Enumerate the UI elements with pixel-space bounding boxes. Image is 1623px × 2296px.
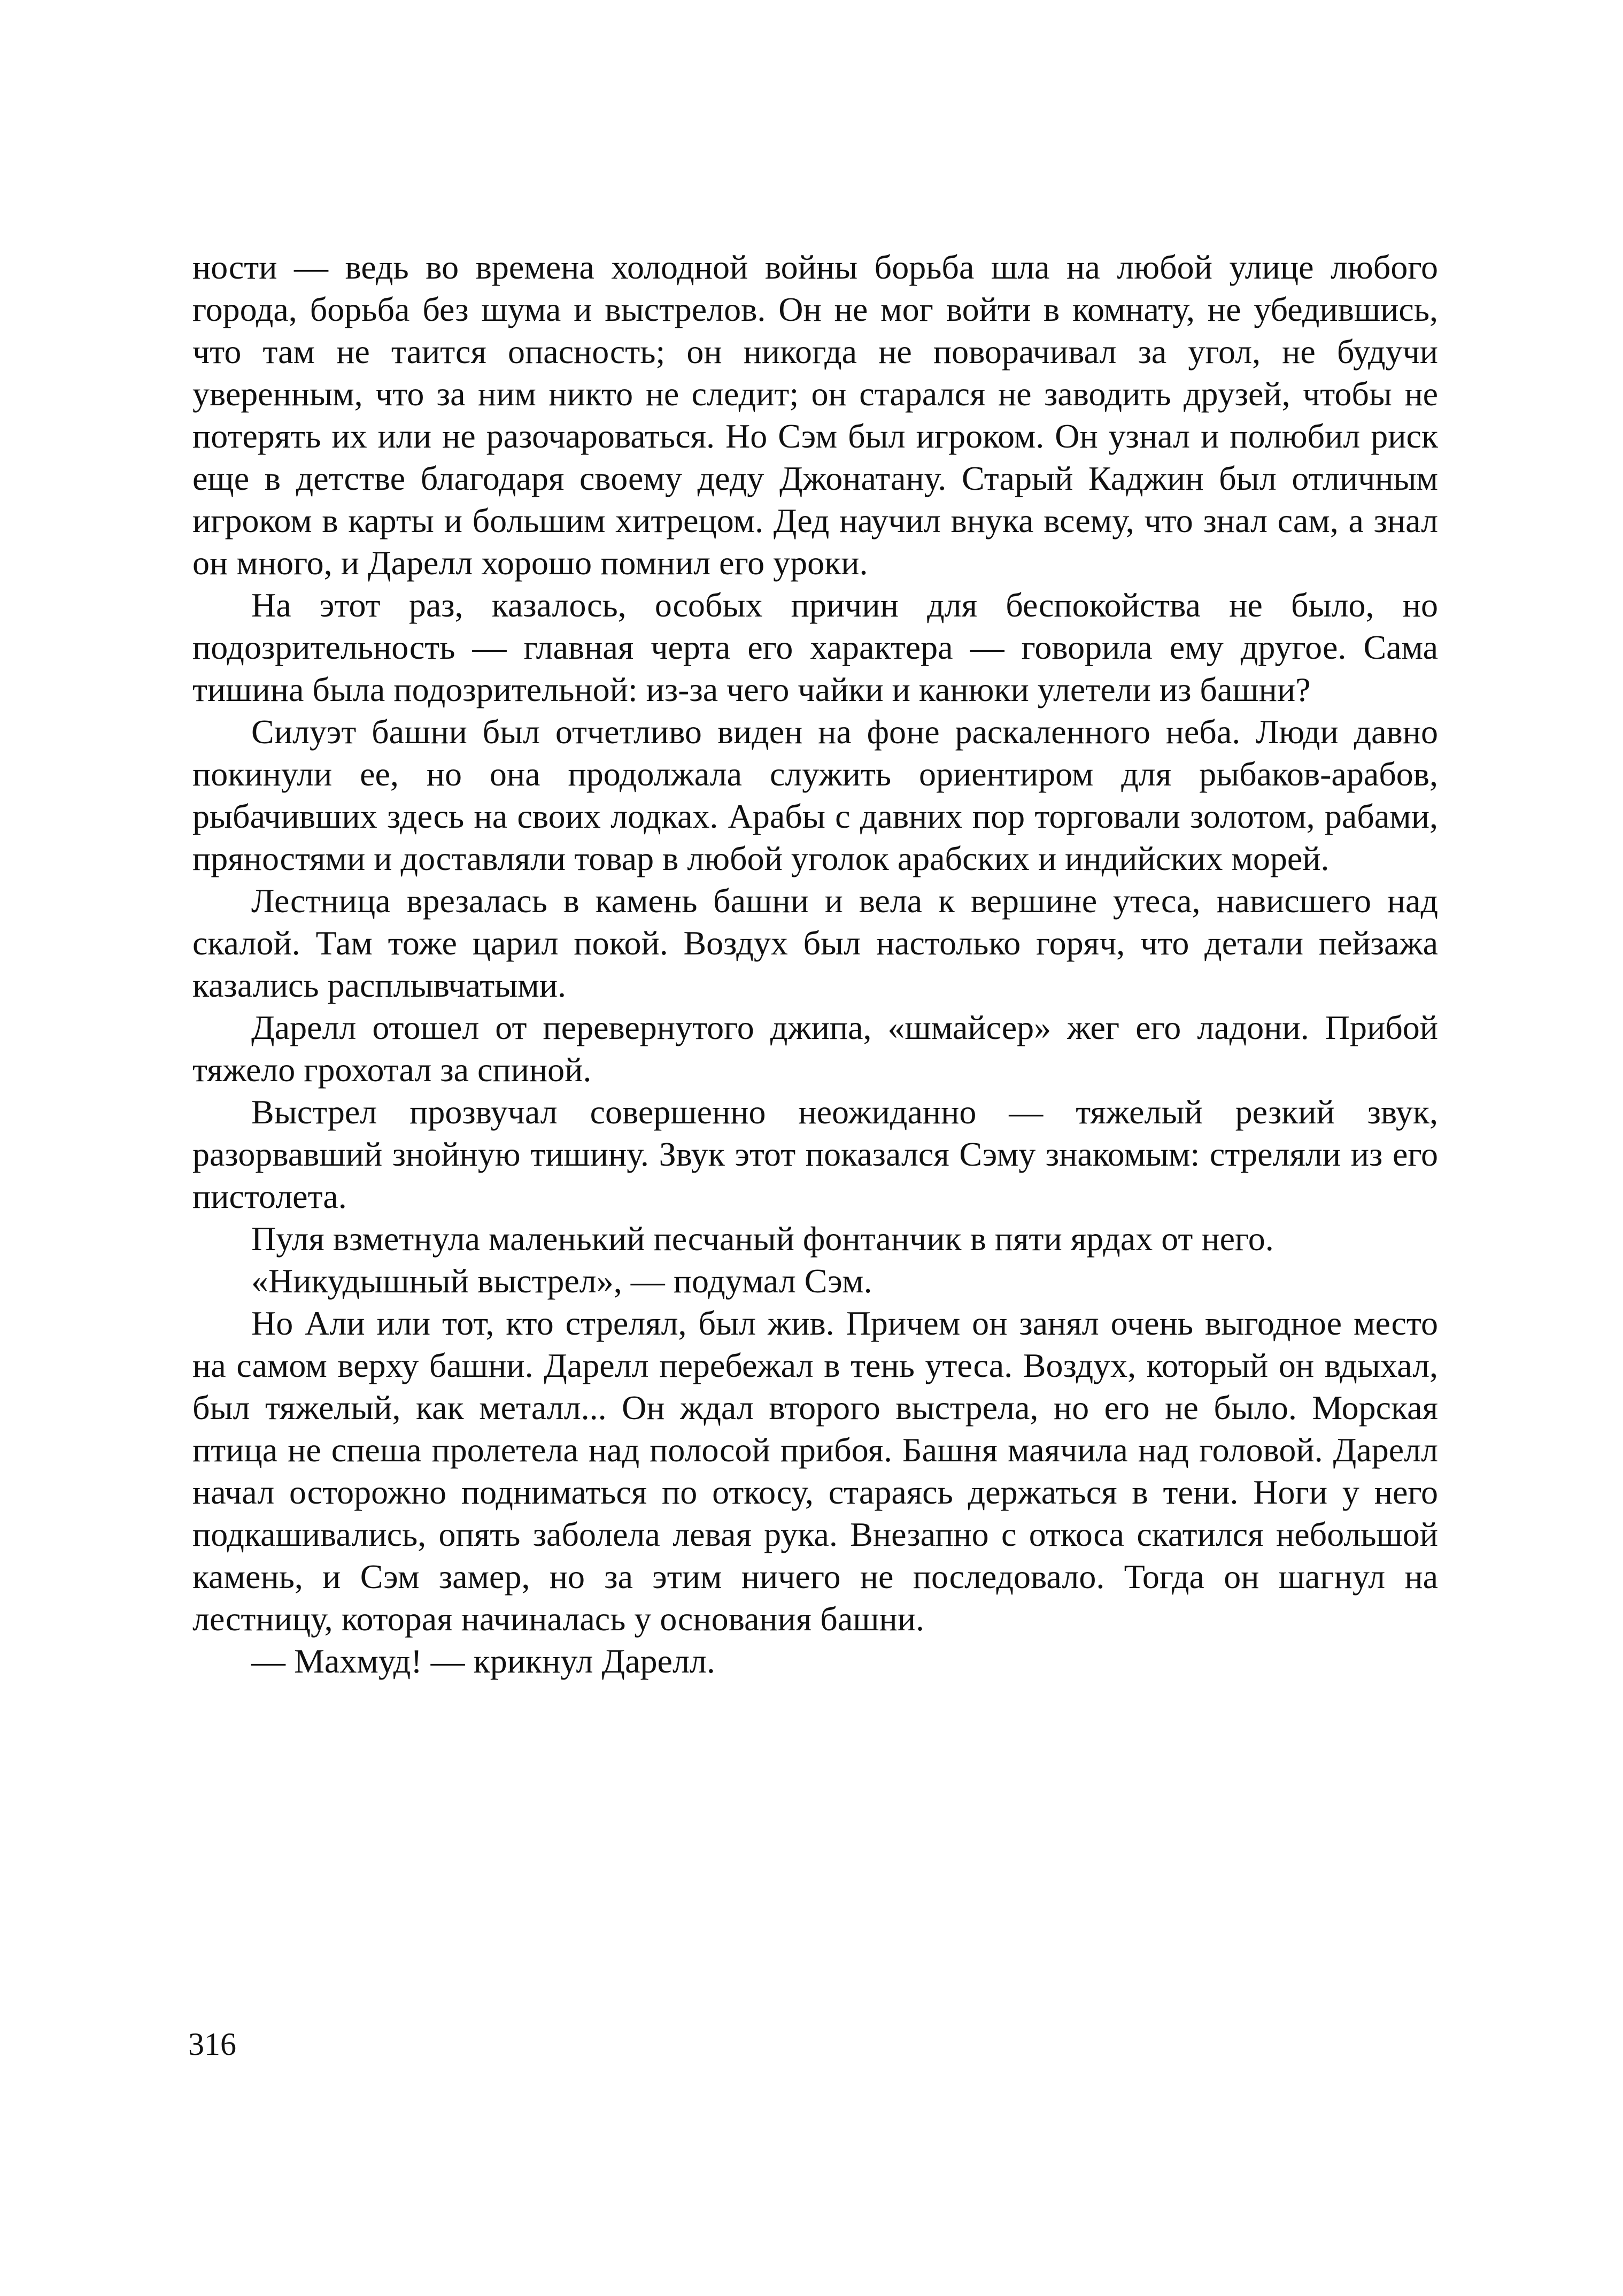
paragraph-7: Пуля взметнула маленький песчаный фонтанчик в пяти ярдах от него. xyxy=(251,1220,1274,1258)
paragraph-3: Силуэт башни был отчетливо виден на фоне раскаленного неба. Люди давно покинули ее, но она продолжала служить ориентиром для рыбаков-арабов, рыбачивших здесь на своих лодках. Арабы с давних пор торговали золотом, рабами, пряностями и доставляли товар в любой уголок арабских и индийских морей. xyxy=(192,713,1438,877)
paragraph-4: Лестница врезалась в камень башни и вела к вершине утеса, нависшего над скалой. Там тоже царил покой. Воздух был настолько горяч, что детали пейзажа казались расплывчатыми. xyxy=(192,882,1438,1004)
page-text xyxy=(192,246,1438,1682)
paragraph-10: — Махмуд! — крикнул Дарелл. xyxy=(251,1642,715,1680)
page-number: 316 xyxy=(188,2027,236,2062)
paragraph-9: Но Али или тот, кто стрелял, был жив. Причем он занял очень выгодное место на самом верху башни. Дарелл перебежал в тень утеса. Воздух, который он вдыхал, был тяжелый, как металл... Он ждал второго выстрела, но его не было. Морская птица не спеша пролетела над полосой прибоя. Башня маячила над головой. Дарелл начал осторожно подниматься по откосу, стараясь держаться в тени. Ноги у него подкашивались, опять заболела левая рука. Внезапно с откоса скатился небольшой камень, и Сэм замер, но за этим ничего не последовало. Тогда он шагнул на лестницу, которая начиналась у основания башни. xyxy=(192,1304,1438,1638)
paragraph-1: ности — ведь во времена холодной войны борьба шла на любой улице любого города, борьба без шума и выстрелов. Он не мог войти в комнату, не убедившись, что там не таится опасность; он никогда не поворачивал за угол, не будучи уверенным, что за ним никто не следит; он старался не заводить друзей, чтобы не потерять их или не разочароваться. Но Сэм был игроком. Он узнал и полюбил риск еще в детстве благодаря своему деду Джонатану. Старый Каджин был отличным игроком в карты и большим хитрецом. Дед научил внука всему, что знал сам, а знал он много, и Дарелл хорошо помнил его уроки. xyxy=(192,248,1438,582)
paragraph-6: Выстрел прозвучал совершенно неожиданно — тяжелый резкий звук, разорвавший знойную тишину. Звук этот показался Сэму знакомым: стреляли из его пистолета. xyxy=(192,1093,1438,1215)
paragraph-8: «Никудышный выстрел», — подумал Сэм. xyxy=(251,1262,872,1300)
paragraph-2: На этот раз, казалось, особых причин для беспокойства не было, но подозрительность — главная черта его характера — говорила ему другое. Сама тишина была подозрительной: из-за чего чайки и канюки улетели из башни? xyxy=(192,586,1438,708)
paragraph-5: Дарелл отошел от перевернутого джипа, «шмайсер» жег его ладони. Прибой тяжело грохотал за спиной. xyxy=(192,1008,1438,1089)
